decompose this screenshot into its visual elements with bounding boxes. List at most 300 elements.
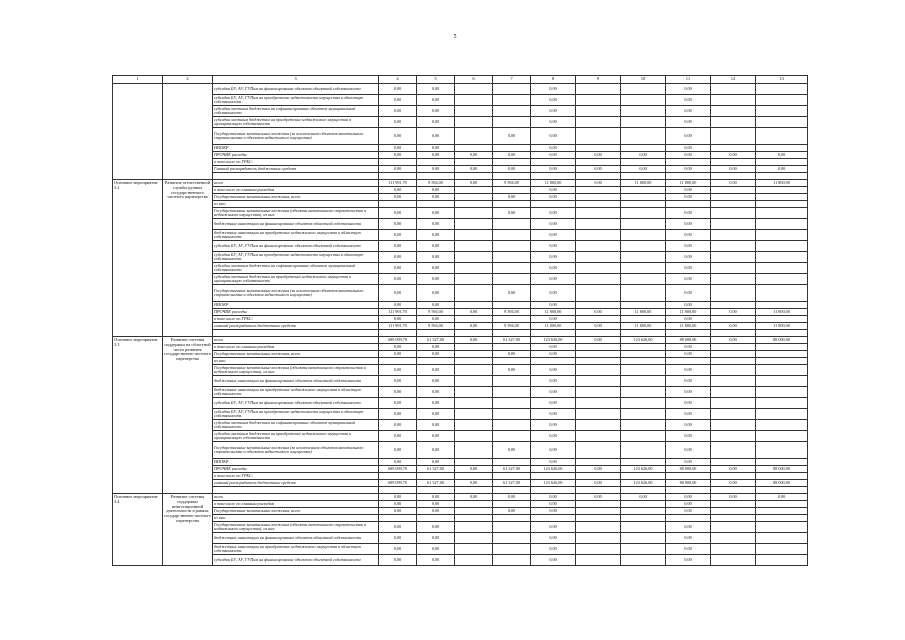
group-label: Основное мероприятие 3.2: [113, 180, 163, 337]
table-cell: 0,00: [417, 316, 455, 323]
table-cell: [455, 442, 493, 459]
table-cell: [576, 358, 621, 365]
table-cell: 0,00: [666, 194, 711, 201]
table-cell: [493, 398, 531, 409]
table-cell: [455, 194, 493, 201]
table-row: [113, 274, 808, 285]
table-cell: [756, 241, 808, 252]
table-row: [113, 409, 808, 420]
table-cell: [576, 145, 621, 152]
table-cell: [455, 344, 493, 351]
table-cell: 111 991,70: [379, 180, 417, 187]
row-label: Государственные капитальные вложения (за исключением объектов капитального строительства и объектов недвижимого имущества): [213, 128, 379, 145]
table-cell: 0,00: [417, 522, 455, 533]
table-cell: [711, 285, 756, 302]
table-cell: 0,00: [417, 494, 455, 501]
table-cell: [455, 302, 493, 309]
table-cell: 0,00: [493, 285, 531, 302]
table-cell: 0,00: [455, 337, 493, 344]
table-cell: [455, 230, 493, 241]
table-cell: 0,00: [379, 106, 417, 117]
table-cell: 0,00: [666, 387, 711, 398]
table-cell: 61 327,00: [417, 466, 455, 473]
table-cell: [455, 555, 493, 566]
table-cell: [455, 84, 493, 95]
table-cell: [756, 431, 808, 442]
row-label: в том числе по главным расходам: [213, 187, 379, 194]
table-cell: 0,00: [379, 442, 417, 459]
table-cell: [379, 173, 417, 180]
table-cell: 0,00: [666, 263, 711, 274]
table-cell: [493, 522, 531, 533]
table-cell: 11 800,00: [621, 323, 666, 330]
table-cell: 0,00: [576, 180, 621, 187]
table-cell: [493, 330, 531, 337]
table-cell: [621, 522, 666, 533]
table-cell: [756, 358, 808, 365]
table-cell: 0,00: [531, 409, 576, 420]
table-cell: 9 594,00: [493, 180, 531, 187]
table-cell: 0,00: [417, 544, 455, 555]
table-cell: 0,00: [379, 208, 417, 219]
table-cell: [756, 387, 808, 398]
table-cell: [756, 159, 808, 166]
table-cell: 0,00: [417, 351, 455, 358]
table-cell: 0,00: [417, 263, 455, 274]
table-cell: 0,00: [666, 555, 711, 566]
table-cell: [455, 208, 493, 219]
table-cell: 0,00: [756, 166, 808, 173]
table-cell: [493, 84, 531, 95]
row-label: субсидии БУ, АУ, ГУПам на приобретение недвижимости имущества в областную собственность: [213, 252, 379, 263]
budget-table: [112, 75, 808, 566]
table-cell: 0,00: [666, 252, 711, 263]
table-cell: [455, 487, 493, 494]
group-label: Основное мероприятие 3.3: [113, 337, 163, 494]
table-cell: 0,00: [493, 508, 531, 515]
table-cell: 0,00: [531, 106, 576, 117]
table-cell: [756, 285, 808, 302]
table-cell: 11 800,00: [666, 309, 711, 316]
table-row: [113, 84, 808, 95]
table-cell: [621, 487, 666, 494]
table-cell: 0,00: [455, 166, 493, 173]
table-cell: 88 000,00: [756, 337, 808, 344]
table-cell: [711, 252, 756, 263]
table-cell: 61 327,00: [493, 480, 531, 487]
table-cell: 0,00: [379, 365, 417, 376]
table-cell: [711, 95, 756, 106]
table-cell: 0,00: [666, 376, 711, 387]
table-row: [113, 128, 808, 145]
table-cell: 0,00: [493, 128, 531, 145]
table-cell: 0,00: [531, 252, 576, 263]
table-cell: [455, 145, 493, 152]
row-label: Государственные капитальные вложения, всего: [213, 508, 379, 515]
table-cell: 0,00: [711, 323, 756, 330]
row-label: Главный распорядитель бюджетных средств: [213, 166, 379, 173]
table-row: [113, 95, 808, 106]
table-row: [113, 508, 808, 515]
table-row: [113, 398, 808, 409]
table-cell: [493, 263, 531, 274]
table-cell: [756, 376, 808, 387]
table-cell: 0,00: [531, 152, 576, 159]
table-cell: [756, 398, 808, 409]
table-cell: [576, 241, 621, 252]
table-cell: 0,00: [531, 95, 576, 106]
table-cell: [493, 241, 531, 252]
table-cell: 0,00: [417, 230, 455, 241]
table-row: [113, 316, 808, 323]
header-cell: 13: [756, 76, 808, 84]
table-cell: [455, 473, 493, 480]
table-cell: 0,00: [666, 230, 711, 241]
table-cell: [531, 515, 576, 522]
table-cell: 0,00: [531, 316, 576, 323]
table-cell: [531, 358, 576, 365]
table-row: [113, 145, 808, 152]
table-row: [113, 159, 808, 166]
table-cell: [711, 515, 756, 522]
table-cell: [621, 219, 666, 230]
table-cell: 0,00: [379, 544, 417, 555]
table-row: [113, 473, 808, 480]
group-description: Развитие отечественной службы ручных государственного частного партнерства: [163, 180, 213, 337]
row-label: субсидии местным бюджетам на приобретение недвижимого имущества в муниципальную собственность: [213, 431, 379, 442]
table-cell: 0,00: [756, 152, 808, 159]
table-cell: [756, 95, 808, 106]
row-label: Государственные капитальные вложения (объекты капитального строительства и недвижимого имущества), из них:: [213, 522, 379, 533]
row-label: в том числе по главным расходам: [213, 501, 379, 508]
table-cell: [417, 358, 455, 365]
table-cell: [417, 487, 455, 494]
table-cell: 0,00: [379, 95, 417, 106]
table-cell: 0,00: [666, 241, 711, 252]
table-cell: [711, 302, 756, 309]
table-cell: 0,00: [455, 466, 493, 473]
table-cell: 689 099,70: [379, 337, 417, 344]
table-cell: [666, 330, 711, 337]
table-cell: 0,00: [417, 555, 455, 566]
table-cell: 689 099,70: [379, 466, 417, 473]
table-cell: [493, 431, 531, 442]
table-cell: [493, 555, 531, 566]
row-label: в том числе по ГРБС:: [213, 159, 379, 166]
header-cell: 4: [379, 76, 417, 84]
row-label: [213, 487, 379, 494]
table-cell: 0,00: [666, 84, 711, 95]
table-cell: 0,00: [531, 501, 576, 508]
table-cell: [711, 274, 756, 285]
table-cell: 0,00: [666, 166, 711, 173]
table-cell: 0,00: [531, 431, 576, 442]
table-cell: [621, 459, 666, 466]
table-cell: [621, 501, 666, 508]
row-label: субсидии БУ, АУ, ГУПам на финансирование объектов объектной собственности: [213, 398, 379, 409]
table-cell: [711, 387, 756, 398]
table-cell: [666, 173, 711, 180]
table-row: [113, 501, 808, 508]
header-cell: 7: [493, 76, 531, 84]
table-cell: 0,00: [379, 316, 417, 323]
table-cell: [493, 459, 531, 466]
table-cell: 0,00: [576, 480, 621, 487]
table-row: [113, 431, 808, 442]
table-cell: [621, 145, 666, 152]
table-cell: 0,00: [531, 376, 576, 387]
table-cell: 0,00: [531, 555, 576, 566]
table-cell: 111 991,70: [379, 323, 417, 330]
table-cell: [711, 330, 756, 337]
table-cell: 0,00: [666, 544, 711, 555]
table-cell: 0,00: [417, 365, 455, 376]
table-cell: 0,00: [417, 459, 455, 466]
table-row: [113, 387, 808, 398]
table-cell: [756, 117, 808, 128]
table-cell: 0,00: [379, 230, 417, 241]
table-cell: [711, 501, 756, 508]
table-cell: [756, 230, 808, 241]
table-cell: [621, 533, 666, 544]
table-cell: 0,00: [417, 431, 455, 442]
table-cell: 0,00: [417, 285, 455, 302]
table-row: [113, 208, 808, 219]
table-cell: [756, 344, 808, 351]
table-cell: 0,00: [417, 187, 455, 194]
table-cell: [379, 159, 417, 166]
table-cell: 88 000,00: [666, 480, 711, 487]
table-cell: [576, 208, 621, 219]
table-cell: [576, 285, 621, 302]
table-cell: [621, 159, 666, 166]
row-label: Государственные капитальные вложения (объекты капитального строительства и недвижимого имущества), из них:: [213, 365, 379, 376]
table-cell: 9 594,00: [493, 309, 531, 316]
table-cell: 0,00: [666, 494, 711, 501]
table-cell: 0,00: [417, 533, 455, 544]
table-cell: [576, 128, 621, 145]
table-cell: 0,00: [379, 459, 417, 466]
table-cell: 11 800,00: [756, 180, 808, 187]
table-cell: [493, 145, 531, 152]
table-cell: 0,00: [493, 152, 531, 159]
table-cell: 0,00: [379, 409, 417, 420]
table-row: [113, 515, 808, 522]
table-cell: [455, 508, 493, 515]
table-cell: [455, 398, 493, 409]
table-cell: [711, 316, 756, 323]
table-row: [113, 459, 808, 466]
table-cell: [621, 117, 666, 128]
row-label: субсидии БУ, АУ, ГУПам на финансирование объектов объектной собственности: [213, 84, 379, 95]
table-cell: [576, 263, 621, 274]
table-cell: 0,00: [531, 544, 576, 555]
table-cell: 0,00: [455, 480, 493, 487]
table-cell: [576, 431, 621, 442]
row-label: Государственные капитальные вложения, всего: [213, 194, 379, 201]
table-cell: 0,00: [531, 263, 576, 274]
table-cell: [493, 358, 531, 365]
table-cell: 0,00: [379, 376, 417, 387]
row-label: субсидии местным бюджетам на софинансирование объектов муниципальной собственности: [213, 420, 379, 431]
table-cell: 0,00: [666, 208, 711, 219]
table-cell: [756, 302, 808, 309]
page-number: 5: [453, 34, 457, 40]
header-cell: 1: [113, 76, 163, 84]
table-cell: 0,00: [666, 95, 711, 106]
table-cell: [756, 252, 808, 263]
table-cell: [756, 219, 808, 230]
table-cell: [621, 95, 666, 106]
header-cell: 11: [666, 76, 711, 84]
table-cell: 0,00: [531, 442, 576, 459]
table-cell: [711, 219, 756, 230]
table-cell: [711, 473, 756, 480]
table-cell: [621, 106, 666, 117]
row-label: главный распорядитель бюджетных средств: [213, 323, 379, 330]
table-cell: [666, 515, 711, 522]
table-cell: 0,00: [666, 285, 711, 302]
table-cell: [417, 473, 455, 480]
table-cell: 0,00: [531, 494, 576, 501]
table-cell: 0,00: [666, 187, 711, 194]
row-label: ПРОЧИЕ расходы: [213, 309, 379, 316]
table-cell: [711, 487, 756, 494]
table-cell: 0,00: [417, 252, 455, 263]
table-row: [113, 152, 808, 159]
table-cell: 0,00: [379, 431, 417, 442]
table-cell: 0,00: [379, 522, 417, 533]
table-cell: [493, 387, 531, 398]
table-cell: [493, 316, 531, 323]
table-cell: [417, 201, 455, 208]
table-cell: [455, 187, 493, 194]
table-cell: [621, 285, 666, 302]
row-label: всего: [213, 180, 379, 187]
table-cell: [621, 508, 666, 515]
table-cell: [455, 316, 493, 323]
table-cell: 0,00: [417, 95, 455, 106]
table-cell: [621, 187, 666, 194]
table-cell: [455, 95, 493, 106]
table-cell: [666, 159, 711, 166]
table-row: [113, 365, 808, 376]
table-cell: [493, 95, 531, 106]
row-label: субсидии местным бюджетам на софинансирование объектов муниципальной собственности: [213, 263, 379, 274]
table-cell: [493, 409, 531, 420]
table-row: [113, 194, 808, 201]
row-label: субсидии БУ, АУ, ГУПам на финансирование объектов объектной собственности: [213, 241, 379, 252]
table-cell: 0,00: [379, 274, 417, 285]
row-label: бюджетные инвестиции на финансирование объектов областной собственности: [213, 376, 379, 387]
table-cell: [621, 274, 666, 285]
table-row: [113, 252, 808, 263]
table-cell: [493, 420, 531, 431]
table-cell: [455, 128, 493, 145]
table-cell: [711, 344, 756, 351]
table-cell: [493, 344, 531, 351]
table-cell: [756, 201, 808, 208]
table-cell: [455, 501, 493, 508]
table-cell: [756, 544, 808, 555]
table-cell: 0,00: [711, 309, 756, 316]
table-cell: 0,00: [379, 117, 417, 128]
table-cell: [576, 442, 621, 459]
table-cell: [756, 515, 808, 522]
table-row: [113, 466, 808, 473]
table-cell: 0,00: [531, 285, 576, 302]
table-cell: 0,00: [417, 128, 455, 145]
table-row: [113, 544, 808, 555]
table-cell: [621, 241, 666, 252]
table-cell: 123 626,00: [531, 337, 576, 344]
row-label: в том числе по ГРБС:: [213, 316, 379, 323]
table-cell: 111 991,70: [379, 309, 417, 316]
table-cell: 0,00: [493, 365, 531, 376]
table-cell: 0,00: [417, 302, 455, 309]
table-cell: 0,00: [666, 442, 711, 459]
table-cell: 0,00: [666, 533, 711, 544]
table-cell: [711, 117, 756, 128]
row-label: бюджетные инвестиции на приобретение недвижимого имущества в областную собственность: [213, 387, 379, 398]
table-cell: [576, 398, 621, 409]
table-cell: [455, 285, 493, 302]
table-cell: [756, 508, 808, 515]
table-cell: [711, 533, 756, 544]
group-label-cell: [113, 84, 163, 180]
table-cell: [576, 387, 621, 398]
table-cell: 0,00: [379, 398, 417, 409]
row-label: всего: [213, 337, 379, 344]
table-cell: 0,00: [666, 409, 711, 420]
row-label: НИОКР: [213, 302, 379, 309]
table-cell: 0,00: [531, 145, 576, 152]
table-cell: [756, 194, 808, 201]
table-cell: [493, 376, 531, 387]
table-cell: 0,00: [417, 219, 455, 230]
table-cell: [711, 187, 756, 194]
table-cell: [621, 344, 666, 351]
table-cell: [756, 420, 808, 431]
table-row: [113, 241, 808, 252]
table-cell: 0,00: [379, 533, 417, 544]
table-cell: 11 800,00: [756, 309, 808, 316]
table-cell: 88 000,00: [666, 466, 711, 473]
table-cell: [756, 316, 808, 323]
table-cell: 0,00: [666, 302, 711, 309]
table-cell: 0,00: [417, 241, 455, 252]
table-cell: [711, 442, 756, 459]
table-cell: [756, 145, 808, 152]
table-row: [113, 442, 808, 459]
table-cell: 0,00: [666, 431, 711, 442]
table-cell: [576, 501, 621, 508]
row-label: всего: [213, 494, 379, 501]
table-cell: [576, 201, 621, 208]
row-label: ПРОЧИЕ расходы: [213, 466, 379, 473]
table-cell: [455, 409, 493, 420]
table-cell: 123 626,00: [621, 480, 666, 487]
table-cell: [455, 241, 493, 252]
table-cell: 0,00: [379, 128, 417, 145]
table-row: [113, 533, 808, 544]
table-cell: [711, 241, 756, 252]
table-cell: [576, 252, 621, 263]
table-cell: [621, 409, 666, 420]
table-cell: 0,00: [417, 194, 455, 201]
table-cell: 11 800,00: [666, 180, 711, 187]
table-cell: [711, 208, 756, 219]
